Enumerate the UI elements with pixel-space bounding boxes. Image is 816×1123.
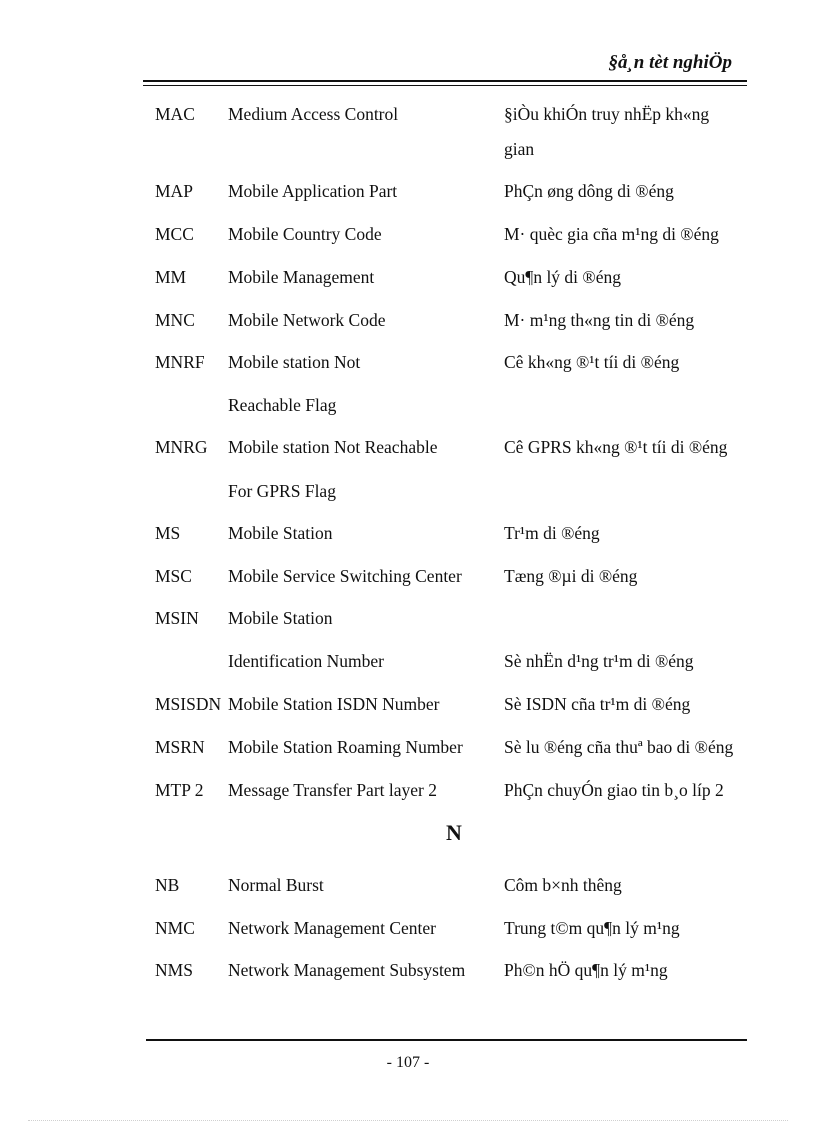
abbreviation: NMC: [155, 918, 195, 938]
abbreviation: MNRF: [155, 352, 205, 372]
section-heading-letter: N: [446, 820, 462, 845]
abbreviation: MSIN: [155, 608, 199, 628]
vietnamese-term: Sè lu ®éng cña thuª bao di ®éng: [504, 737, 734, 757]
english-term: Network Management Center: [228, 918, 436, 938]
vietnamese-term: Cê GPRS kh«ng ®¹t tíi di ®éng: [504, 437, 728, 457]
english-term: Mobile station Not Reachable: [228, 437, 438, 457]
abbreviation: MS: [155, 523, 181, 543]
abbreviation: NMS: [155, 960, 193, 980]
english-term: Mobile Management: [228, 267, 375, 287]
page-number: - 107 -: [386, 1054, 430, 1071]
vietnamese-term: Ph©n hÖ qu¶n lý m¹ng: [504, 960, 668, 980]
english-term: Mobile Station: [228, 608, 333, 628]
abbreviation: MSISDN: [155, 694, 222, 714]
english-term-continuation: Reachable Flag: [228, 395, 337, 415]
abbreviation: MTP 2: [155, 780, 204, 800]
english-term-continuation: Identification Number: [228, 651, 384, 671]
english-term: Mobile Station: [228, 523, 333, 543]
vietnamese-term: M· quèc gia cña m¹ng di ®éng: [504, 224, 719, 244]
abbreviation: MNRG: [155, 437, 208, 457]
abbreviation: MAC: [155, 104, 195, 124]
abbreviation: MCC: [155, 224, 194, 244]
english-term: Mobile Network Code: [228, 310, 386, 330]
english-term: Mobile Country Code: [228, 224, 382, 244]
vietnamese-term-continuation: gian: [504, 139, 535, 159]
vietnamese-term: Trung t©m qu¶n lý m¹ng: [504, 918, 680, 938]
vietnamese-term: Côm b×nh thêng: [504, 875, 622, 895]
english-term: Mobile Service Switching Center: [228, 566, 462, 586]
vietnamese-term: Tr¹m di ®éng: [504, 523, 600, 543]
english-term: Message Transfer Part layer 2: [228, 780, 437, 800]
vietnamese-term: Sè ISDN cña tr¹m di ®éng: [504, 694, 691, 714]
abbreviation: NB: [155, 875, 180, 895]
english-term-continuation: For GPRS Flag: [228, 481, 336, 501]
english-term: Mobile station Not: [228, 352, 361, 372]
english-term: Network Management Subsystem: [228, 960, 466, 980]
vietnamese-term: Sè nhËn d¹ng tr¹m di ®éng: [504, 651, 694, 671]
header-rule: [143, 80, 747, 86]
page-header-title: §å¸n tèt nghiÖp: [608, 52, 732, 73]
page-edge-divider: [28, 1120, 788, 1121]
vietnamese-term: Qu¶n lý di ®éng: [504, 267, 621, 287]
abbreviation: MM: [155, 267, 187, 287]
vietnamese-term: PhÇn chuyÓn giao tin b¸o líp 2: [504, 780, 724, 800]
vietnamese-term: Tæng ®µi di ®éng: [504, 566, 638, 586]
english-term: Mobile Station ISDN Number: [228, 694, 440, 714]
vietnamese-term: M· m¹ng th«ng tin di ®éng: [504, 310, 695, 330]
abbreviation: MAP: [155, 181, 193, 201]
english-term: Medium Access Control: [228, 104, 399, 124]
vietnamese-term: Cê kh«ng ®¹t tíi di ®éng: [504, 352, 680, 372]
abbreviation: MNC: [155, 310, 195, 330]
english-term: Normal Burst: [228, 875, 324, 895]
english-term: Mobile Station Roaming Number: [228, 737, 463, 757]
abbreviation: MSC: [155, 566, 192, 586]
footer-rule: [146, 1039, 747, 1041]
vietnamese-term: §iÒu khiÓn truy nhËp kh«ng: [504, 104, 710, 124]
abbreviation: MSRN: [155, 737, 205, 757]
english-term: Mobile Application Part: [228, 181, 398, 201]
vietnamese-term: PhÇn øng dông di ®éng: [504, 181, 674, 201]
